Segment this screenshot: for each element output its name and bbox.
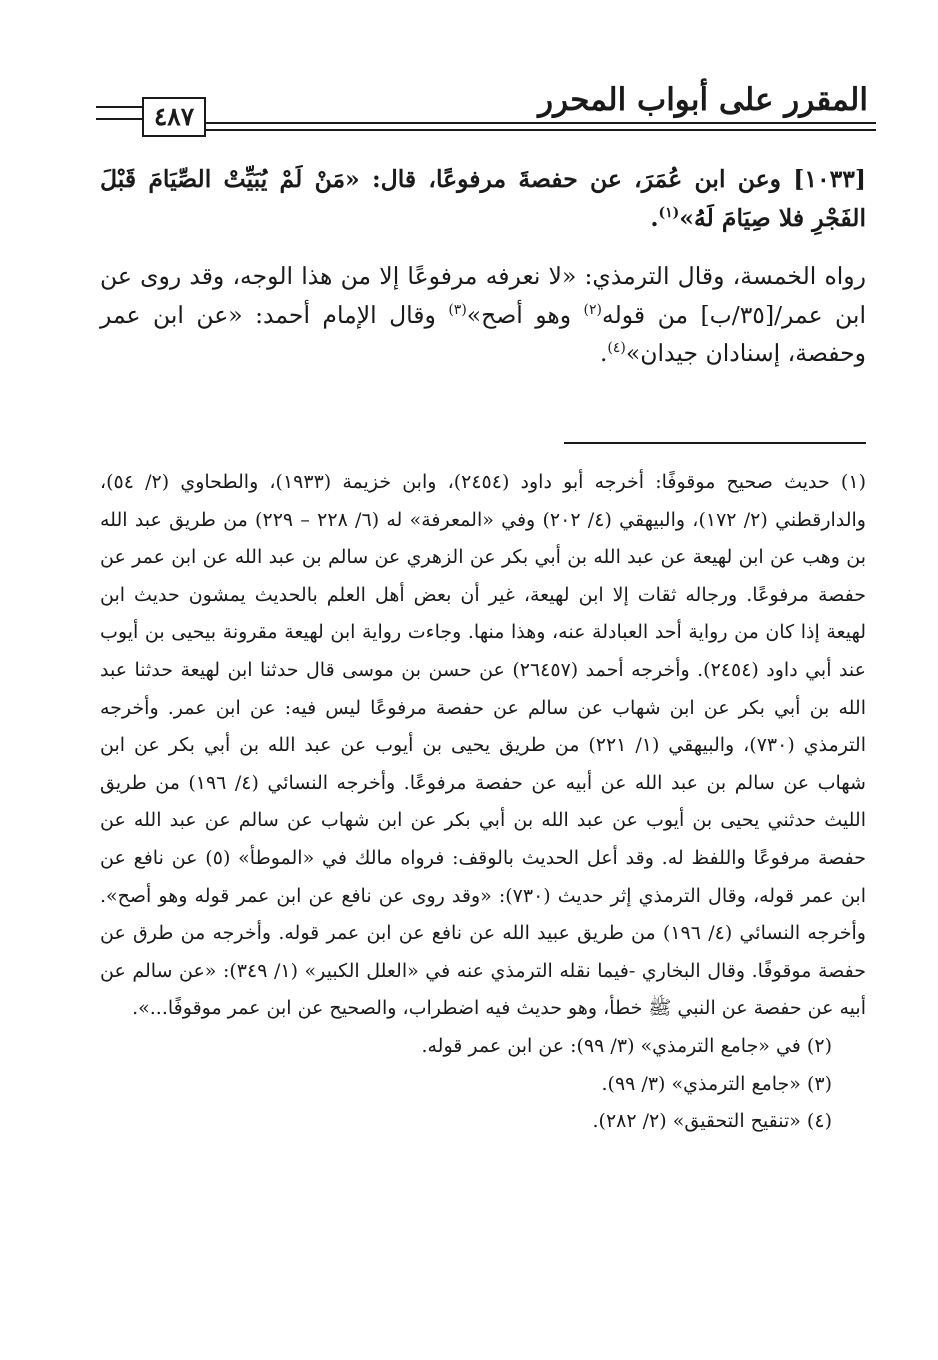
commentary-part-2: وهو أصح»	[466, 300, 584, 329]
hadith-number: [١٠٣٣]	[793, 165, 866, 193]
hadith-text: «مَنْ لَمْ يُبَيِّتْ الصِّيَامَ قَبْلَ الفَجْرِ فلا صِيَامَ لَهُ»	[100, 165, 866, 232]
commentary-part-3: وقال الإمام أحمد: «عن ابن عمر وحفصة، إسنادان جيدان»	[100, 300, 866, 367]
header-rule-top-right	[204, 122, 876, 124]
hadith-intro: وعن ابن عُمَرَ، عن حفصةَ مرفوعًا، قال:	[359, 165, 794, 193]
footnote-4: (٤) «تنقيح التحقيق» (٢/ ٢٨٢).	[592, 1110, 832, 1133]
hadith-paragraph	[100, 160, 866, 237]
footnote-ref-1: (١)	[658, 204, 680, 221]
header-rule-bottom-left	[96, 118, 142, 120]
footnote-2: (٢) في «جامع الترمذي» (٣/ ٩٩): عن ابن عمر قوله.	[421, 1034, 832, 1057]
footnote-ref-4: (٤)	[607, 340, 626, 357]
page-number: ٤٨٧	[142, 97, 206, 137]
header-rule-bottom-right	[204, 129, 876, 131]
header-rule-top-left	[96, 106, 142, 108]
commentary-paragraph	[100, 257, 866, 373]
footnote-ref-2: (٢)	[583, 301, 603, 318]
footnote-1: (١) حديث صحيح موقوفًا: أخرجه أبو داود (٢٤٥٤)، وابن خزيمة (١٩٣٣)، والطحاوي (٢/ ٥٤)، والدارقطني (٢/ ١٧٢)، والبيهقي (٤/ ٢٠٢) وفي «المعرفة» له (٦/ ٢٢٨ – ٢٢٩) من طريق عبد الله بن وهب عن ابن لهيعة عن عبد الله بن أبي بكر عن الزهري عن سالم بن عبد الله عن ابن عمر عن حفصة مرفوعًا. ورجاله ثقات إلا ابن لهيعة، غير أن بعض أهل العلم بالحديث يمشون حديث ابن لهيعة إذا كان من رواية أحد العبادلة عنه، وهذا منها. وجاءت رواية ابن لهيعة مقرونة بيحيى بن أيوب عند أبي داود (٢٤٥٤). وأخرجه أحمد (٢٦٤٥٧) عن حسن بن موسى قال حدثنا ابن لهيعة حدثنا عبد الله بن أبي بكر عن ابن شهاب عن سالم عن حفصة مرفوعًا ليس فيه: عن ابن عمر. وأخرجه الترمذي (٧٣٠)، والبيهقي (١/ ٢٢١) من طريق يحيى بن أيوب عن عبد الله بن أبي بكر عن ابن شهاب عن سالم بن عبد الله عن أبيه عن حفصة مرفوعًا. وأخرجه النسائي (٤/ ١٩٦) من طريق الليث حدثني يحيى بن أيوب عن عبد الله بن أبي بكر عن ابن شهاب عن سالم عن عبد الله عن حفصة مرفوعًا واللفظ له. وقد أعل الحديث بالوقف: فرواه مالك في «الموطأ» (٥) عن نافع عن ابن عمر قوله، وقال الترمذي إثر حديث (٧٣٠): «وقد روى عن نافع عن ابن عمر قوله وهو أصح». وأخرجه النسائي (٤/ ١٩٦) من طريق عبيد الله عن نافع عن ابن عمر قوله. وأخرجه من طرق عن حفصة موقوفًا. وقال البخاري -فيما نقله الترمذي عنه في «العلل الكبير» (١/ ٣٤٩): «عن سالم عن أبيه عن حفصة عن النبي ﷺ خطأ، وهو حديث فيه اضطراب، والصحيح عن ابن عمر موقوفًا...».	[100, 471, 867, 1020]
footnote-3: (٣) «جامع الترمذي» (٣/ ٩٩).	[601, 1072, 832, 1095]
footnote-separator	[564, 442, 866, 444]
footnote-ref-3: (٣)	[448, 301, 467, 318]
main-text	[100, 160, 866, 373]
footnotes	[100, 464, 866, 1141]
commentary-part-1: رواه الخمسة، وقال الترمذي: «لا نعرفه مرفوعًا إلا من هذا الوجه، وقد روى عن ابن عمر/[٣٥/ب] من قوله	[100, 262, 866, 329]
running-header-title: المقرر على أبواب المحرر	[538, 82, 868, 118]
commentary-end: .	[599, 339, 608, 367]
hadith-end: .	[650, 203, 659, 232]
